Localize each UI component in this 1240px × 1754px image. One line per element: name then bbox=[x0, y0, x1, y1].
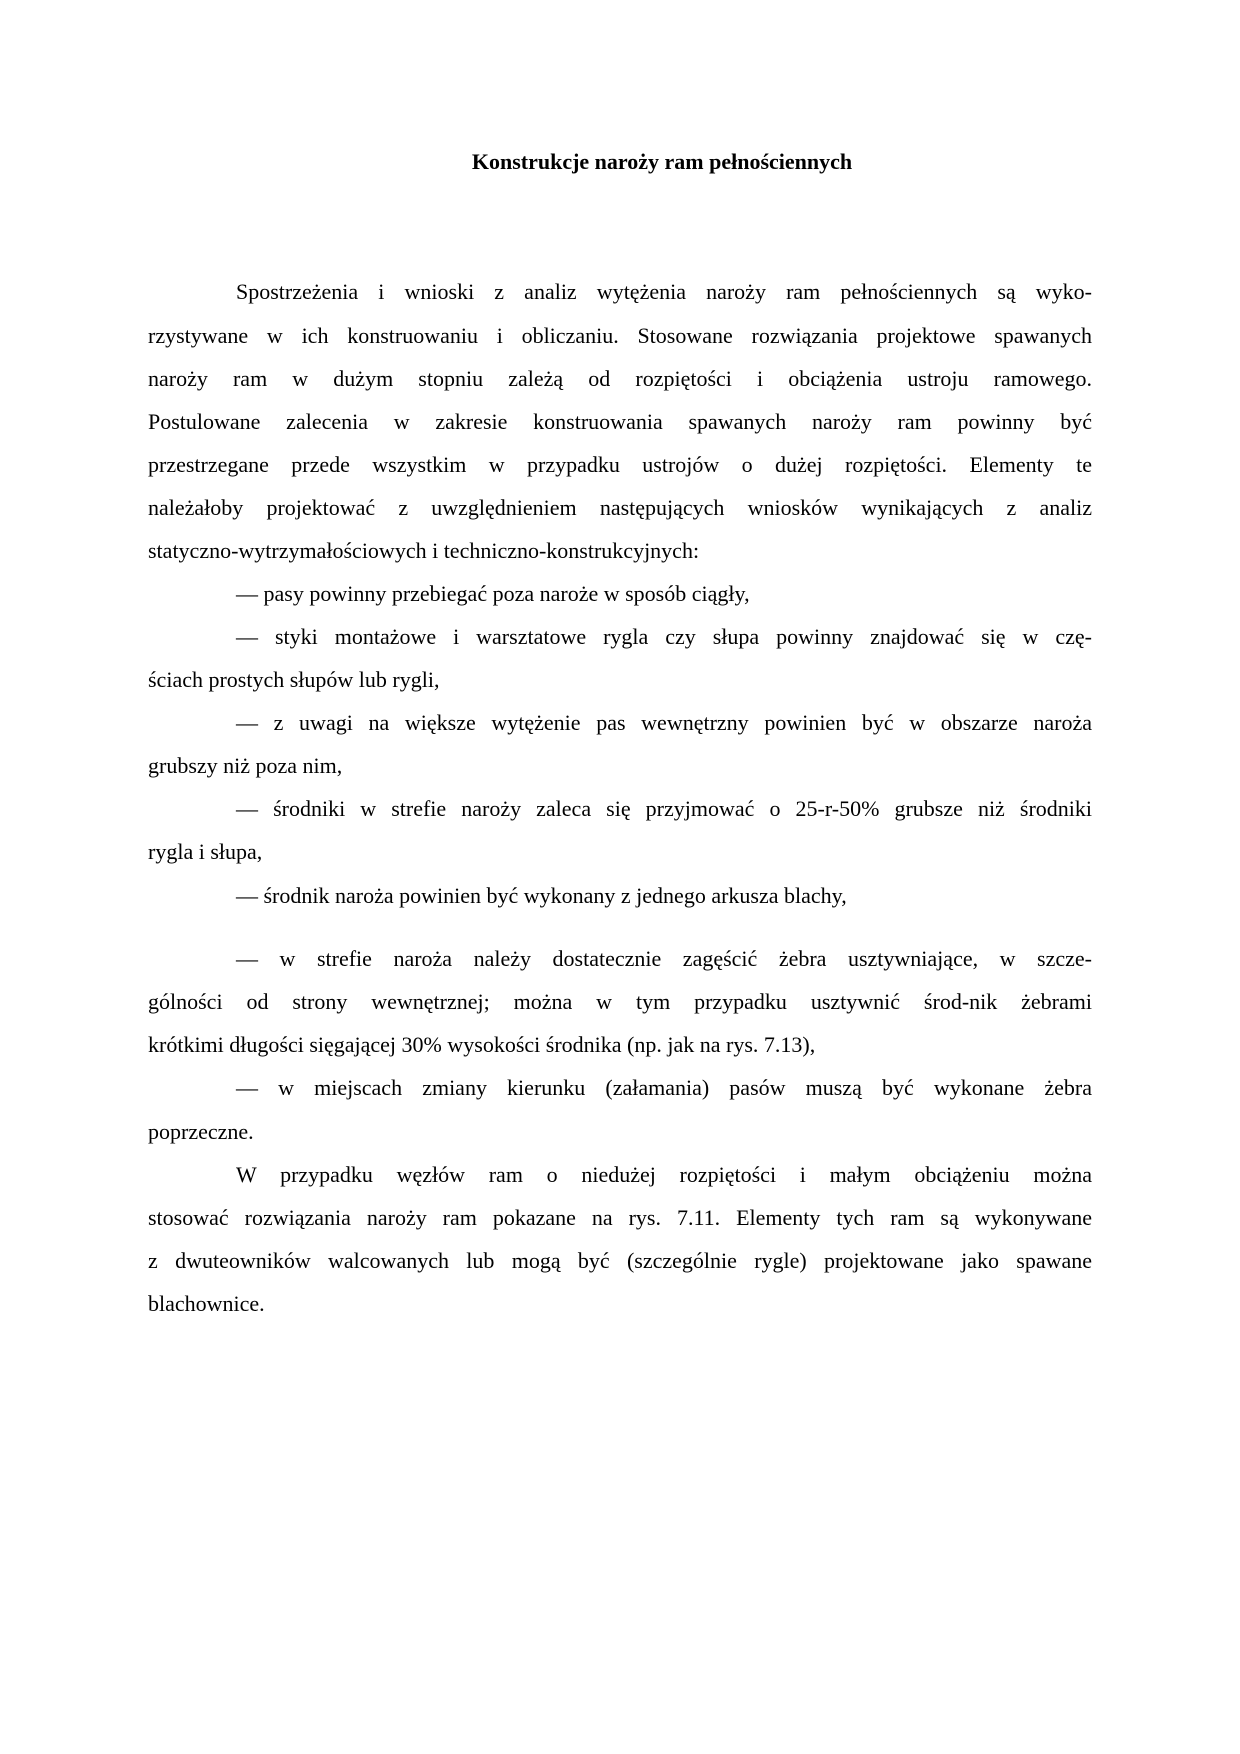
list-item-1: — pasy powinny przebiegać poza naroże w sposób ciągły, bbox=[236, 581, 750, 606]
list-item-7-line-2: poprzeczne. bbox=[148, 1119, 254, 1144]
paragraph-1-line-7: statyczno-wytrzymałościowych i techniczno-konstrukcyjnych: bbox=[148, 538, 700, 563]
list-item-6-line-3: krótkimi długości sięgającej 30% wysokości środnika (np. jak na rys. 7.13), bbox=[148, 1032, 816, 1057]
document-title: Konstrukcje naroży ram pełnościennych bbox=[471, 149, 853, 174]
paragraph-2-line-1: W przypadku węzłów ram o niedużej rozpiętości i małym obciążeniu można bbox=[236, 1162, 1092, 1187]
paragraph-2-line-2: stosować rozwiązania naroży ram pokazane na rys. 7.11. Elementy tych ram są wykonywane bbox=[148, 1205, 1092, 1230]
paragraph-1-line-2: rzystywane w ich konstruowaniu i obliczaniu. Stosowane rozwiązania projektowe spawanych bbox=[148, 323, 1092, 348]
list-item-5: — środnik naroża powinien być wykonany z jednego arkusza blachy, bbox=[236, 883, 847, 908]
list-item-3-line-1: — z uwagi na większe wytężenie pas wewnętrzny powinien być w obszarze naroża bbox=[236, 710, 1092, 735]
paragraph-1-line-6: należałoby projektować z uwzględnieniem następujących wniosków wynikających z analiz bbox=[148, 495, 1092, 520]
paragraph-1-line-3: naroży ram w dużym stopniu zależą od rozpiętości i obciążenia ustroju ramowego. bbox=[148, 366, 1092, 391]
list-item-6-line-2: gólności od strony wewnętrznej; można w tym przypadku usztywnić środ-nik żebrami bbox=[148, 989, 1092, 1014]
list-item-2-line-1: — styki montażowe i warsztatowe rygla czy słupa powinny znajdować się w czę- bbox=[236, 624, 1092, 649]
paragraph-1-line-4: Postulowane zalecenia w zakresie konstruowania spawanych naroży ram powinny być bbox=[148, 409, 1092, 434]
list-item-3-line-2: grubszy niż poza nim, bbox=[148, 753, 343, 778]
paragraph-1-line-5: przestrzegane przede wszystkim w przypadku ustrojów o dużej rozpiętości. Elementy te bbox=[148, 452, 1092, 477]
list-item-6-line-1: — w strefie naroża należy dostatecznie zagęścić żebra usztywniające, w szcze- bbox=[236, 946, 1092, 971]
list-item-4-line-1: — środniki w strefie naroży zaleca się przyjmować o 25-r-50% grubsze niż środniki bbox=[236, 796, 1092, 821]
list-item-2-line-2: ściach prostych słupów lub rygli, bbox=[148, 667, 440, 692]
paragraph-1-line-1: Spostrzeżenia i wnioski z analiz wytężenia naroży ram pełnościennych są wyko- bbox=[236, 279, 1092, 304]
paragraph-2-line-4: blachownice. bbox=[148, 1291, 265, 1316]
list-item-4-line-2: rygla i słupa, bbox=[148, 839, 263, 864]
list-item-7-line-1: — w miejscach zmiany kierunku (załamania) pasów muszą być wykonane żebra bbox=[236, 1075, 1092, 1100]
paragraph-2-line-3: z dwuteowników walcowanych lub mogą być (szczególnie rygle) projektowane jako spawane bbox=[148, 1248, 1092, 1273]
